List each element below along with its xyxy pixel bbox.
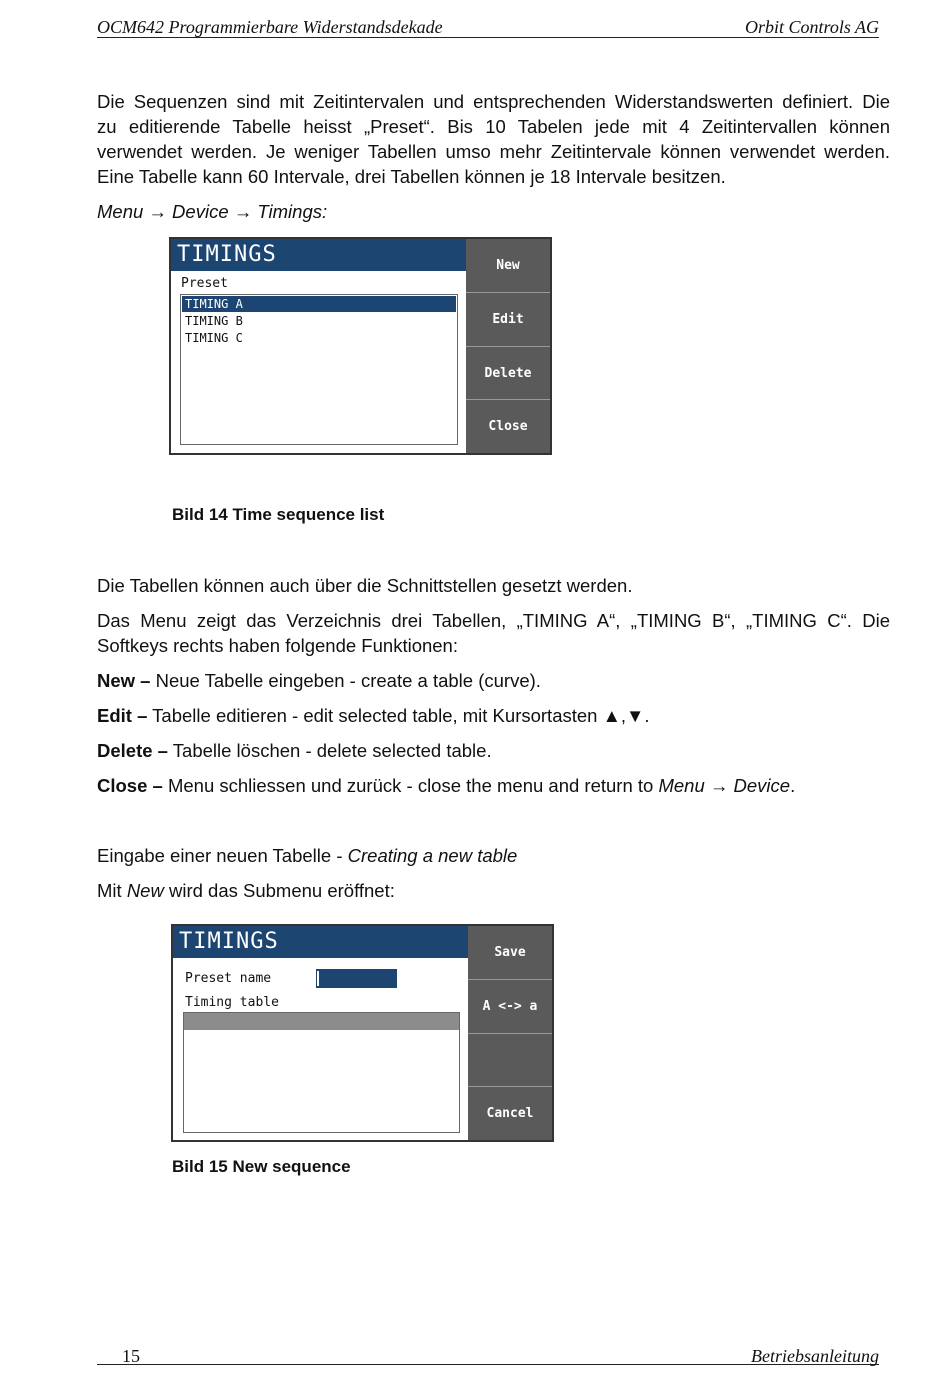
- softkey-panel: [468, 926, 552, 1140]
- paragraph-submenu: Mit New wird das Submenu eröffnet:: [97, 880, 395, 901]
- intro-line-1: Die Sequenzen sind mit Zeitintervalen und entsprechenden Widerstandswerten definiert. Die: [97, 91, 890, 112]
- preset-name-input[interactable]: [316, 969, 397, 988]
- text-cursor: [317, 971, 319, 986]
- page-footer: [97, 1346, 879, 1365]
- page-number: 15: [122, 1346, 140, 1366]
- screen-title: TIMINGS: [171, 239, 466, 271]
- timing-table-label: Timing table: [185, 995, 279, 1010]
- case-toggle-softkey[interactable]: A <-> a: [468, 979, 552, 1033]
- preset-label: Preset: [181, 276, 228, 291]
- edit-softkey[interactable]: Edit: [466, 292, 550, 346]
- figure-14-caption: Bild 14 Time sequence list: [172, 505, 385, 524]
- intro-line-2: zu editierende Tabelle heisst „Preset“. Bis 10 Tabelen jede mit 4 Zeitintervallen können: [97, 116, 890, 137]
- figure-15-caption: Bild 15 New sequence: [172, 1157, 351, 1176]
- header-title: OCM642 Programmierbare Widerstandsdekade: [97, 17, 443, 37]
- def-edit: Edit – Tabelle editieren - edit selected table, mit Kursortasten ▲,▼.: [97, 705, 650, 726]
- list-item-timing-a[interactable]: TIMING A: [182, 296, 456, 312]
- preset-name-label: Preset name: [185, 971, 272, 986]
- timing-list: [180, 294, 458, 445]
- list-item-timing-b[interactable]: TIMING B: [185, 314, 243, 328]
- timings-list-screen: [169, 237, 552, 455]
- list-item-timing-c[interactable]: TIMING C: [185, 331, 243, 345]
- new-softkey[interactable]: New: [496, 258, 520, 273]
- timing-table: [183, 1012, 460, 1133]
- def-close: Close – Menu schliessen und zurück - close the menu and return to Menu → Device.: [97, 775, 796, 796]
- screen-title: TIMINGS: [173, 926, 468, 958]
- cancel-softkey[interactable]: Cancel: [468, 1086, 552, 1140]
- footer-doc-type: Betriebsanleitung: [751, 1346, 879, 1366]
- save-softkey[interactable]: Save: [494, 945, 526, 960]
- header-company: Orbit Controls AG: [744, 17, 879, 37]
- close-softkey[interactable]: Close: [466, 399, 550, 453]
- intro-line-4: Eine Tabelle kann 60 Intervale, drei Tabellen können je 18 Intervale besitzen.: [97, 166, 726, 187]
- delete-softkey[interactable]: Delete: [466, 346, 550, 399]
- paragraph-new-table: Eingabe einer neuen Tabelle - Creating a new table: [97, 845, 518, 866]
- softkey-panel: [466, 239, 550, 453]
- intro-line-3: verwendet werden. Je weniger Tabellen umso mehr Zeitintervale können verwendet werden.: [97, 141, 890, 162]
- paragraph-directory-line-2: Softkeys rechts haben folgende Funktionen:: [97, 635, 458, 656]
- paragraph-interfaces: Die Tabellen können auch über die Schnittstellen gesetzt werden.: [97, 575, 633, 596]
- page-header: [97, 17, 879, 38]
- paragraph-directory-line-1: Das Menu zeigt das Verzeichnis drei Tabellen, „TIMING A“, „TIMING B“, „TIMING C“. Die: [97, 610, 890, 631]
- def-delete: Delete – Tabelle löschen - delete selected table.: [97, 740, 492, 761]
- table-row-selected[interactable]: [184, 1013, 459, 1030]
- empty-softkey[interactable]: [468, 1033, 552, 1086]
- menu-path: Menu → Device → Timings:: [97, 201, 328, 222]
- def-new: New – Neue Tabelle eingeben - create a table (curve).: [97, 670, 541, 691]
- new-sequence-screen: [171, 924, 554, 1142]
